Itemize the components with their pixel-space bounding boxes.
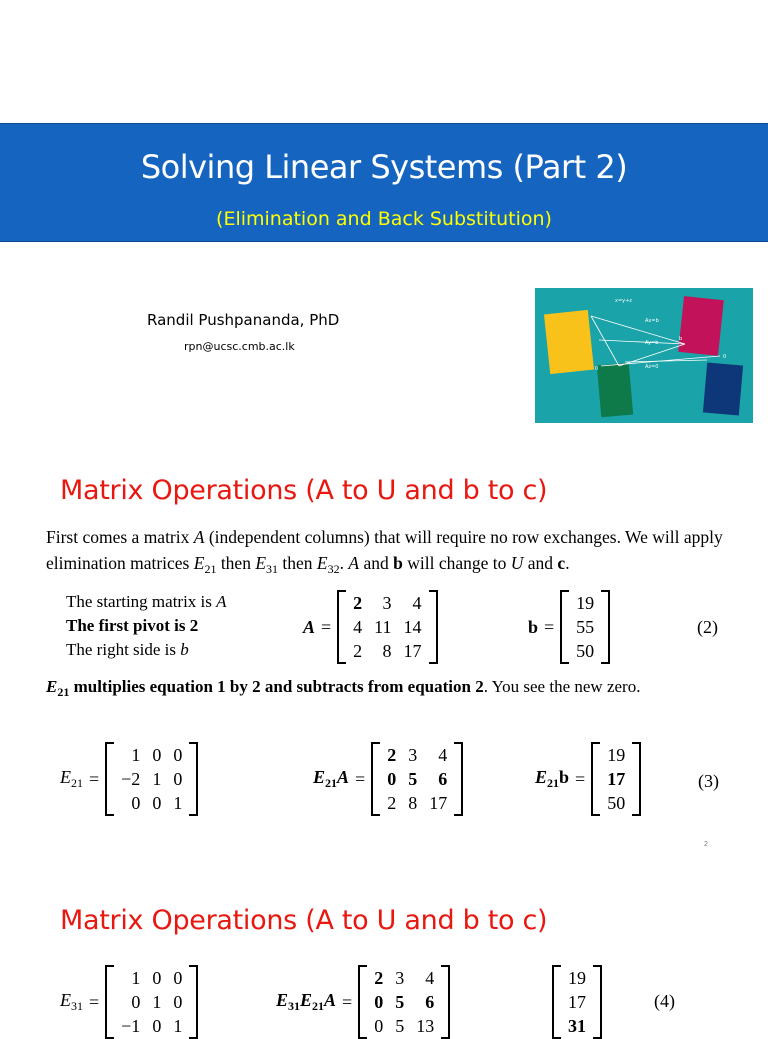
matrix-entry: 3 — [395, 967, 405, 988]
content-slide — [0, 455, 768, 855]
equals-sign: = — [342, 991, 353, 1012]
matrix-row — [115, 990, 188, 1014]
matrix-row — [115, 767, 188, 791]
matrix-entry: 0 — [152, 744, 162, 765]
column-space-block — [678, 296, 724, 356]
vector-c — [552, 965, 602, 1039]
figure-label: x=y+z — [615, 298, 632, 304]
matrix-entry: 0 — [131, 991, 141, 1012]
matrix-entry: 19 — [576, 592, 595, 613]
matrix-entry: 0 — [374, 991, 384, 1012]
matrix-row — [368, 990, 440, 1014]
matrix-entry: 0 — [152, 792, 162, 813]
cover-figure — [535, 288, 753, 423]
matrix-label: $E_{31}$ — [60, 990, 83, 1013]
figure-label: 0 — [723, 354, 727, 360]
author-name: Randil Pushpananda, PhD — [147, 311, 340, 329]
title-slide — [0, 0, 768, 440]
matrix-entry: 55 — [576, 616, 595, 637]
matrix-entry: 1 — [173, 1015, 183, 1036]
matrix-row — [601, 767, 631, 791]
figure-label: Ay=b — [645, 340, 659, 346]
matrix-entry: 6 — [425, 991, 435, 1012]
matrix-entry: 0 — [173, 991, 183, 1012]
matrix-entry: 4 — [412, 592, 422, 613]
matrix-entry: 50 — [576, 640, 595, 661]
equals-sign: = — [544, 616, 555, 637]
matrix-entry: 3 — [382, 592, 392, 613]
matrix-entry: 5 — [395, 991, 405, 1012]
matrix-entry: 17 — [568, 991, 586, 1012]
matrix-entry: 3 — [408, 744, 418, 765]
matrix-row — [381, 767, 453, 791]
matrix-entry: 8 — [382, 640, 392, 661]
equals-sign: = — [321, 616, 332, 637]
subspaces-illustration — [535, 288, 753, 423]
matrix-entry: 0 — [152, 967, 162, 988]
matrix-entry: 2 — [387, 744, 397, 765]
matrix-row — [347, 639, 427, 663]
matrix-A — [337, 590, 437, 664]
left-null-space-block — [703, 363, 743, 416]
page-number: 2 — [704, 841, 708, 848]
setup-line: The starting matrix is A — [66, 592, 227, 611]
matrix-row — [562, 966, 592, 990]
slide-subtitle: (Elimination and Back Substitution) — [216, 208, 552, 230]
matrix-row — [601, 743, 631, 767]
matrix-E21A — [371, 742, 463, 816]
slide-title: Solving Linear Systems (Part 2) — [140, 148, 628, 186]
slide-heading: Matrix Operations (A to U and b to c) — [60, 905, 548, 936]
equation-4-product — [276, 965, 450, 1039]
equals-sign: = — [355, 768, 366, 789]
matrix-entry: 1 — [131, 967, 141, 988]
matrix-entry: 1 — [173, 792, 183, 813]
elimination-note: $E_{21}$ multiplies equation 1 by 2 and subtracts from equation 2. You see the new zero. — [46, 677, 641, 699]
matrix-entry: 0 — [152, 1015, 162, 1036]
matrix-row — [368, 966, 440, 990]
matrix-entry: 2 — [353, 640, 363, 661]
equals-sign: = — [89, 768, 100, 789]
matrix-E31E21A — [358, 965, 450, 1039]
null-space-block — [597, 363, 633, 418]
matrix-row — [115, 791, 188, 815]
matrix-row — [601, 791, 631, 815]
matrix-entry: 1 — [131, 744, 141, 765]
matrix-entry: 11 — [374, 616, 392, 637]
matrix-entry: 13 — [416, 1015, 435, 1036]
equals-sign: = — [575, 768, 586, 789]
matrix-entry: 6 — [438, 768, 448, 789]
equation-number: (3) — [698, 771, 719, 791]
matrix-row — [115, 1014, 188, 1038]
matrix-label: A — [303, 616, 316, 637]
equation-2-A — [303, 590, 438, 664]
matrix-entry: 17 — [429, 792, 448, 813]
matrix-entry: 2 — [374, 967, 384, 988]
title-band — [0, 123, 768, 242]
matrix-entry: 19 — [568, 967, 586, 988]
author-email: rpn@ucsc.cmb.ac.lk — [184, 340, 295, 353]
matrix-entry: 0 — [173, 768, 183, 789]
matrix-row — [562, 1014, 592, 1038]
equation-4-E31 — [60, 965, 198, 1039]
content-slide — [0, 885, 768, 1036]
matrix-entry: −2 — [121, 768, 141, 789]
matrix-row — [368, 1014, 440, 1038]
setup-line: The right side is b — [66, 640, 189, 659]
matrix-row — [115, 743, 188, 767]
matrix-entry: 19 — [607, 744, 626, 765]
matrix-entry: 2 — [387, 792, 397, 813]
matrix-entry: 0 — [387, 768, 397, 789]
vector-E21b — [591, 742, 641, 816]
matrix-row — [570, 639, 600, 663]
matrix-E31 — [105, 965, 198, 1039]
row-space-block — [544, 310, 594, 374]
matrix-label: $E_{31}E_{21}A$ — [276, 990, 337, 1013]
setup-lines — [66, 590, 227, 662]
matrix-row — [570, 591, 600, 615]
matrix-row — [381, 743, 453, 767]
matrix-label: $E_{21}$ — [60, 767, 83, 790]
matrix-row — [347, 591, 427, 615]
equation-3-E21 — [60, 742, 198, 816]
vector-b — [560, 590, 610, 664]
figure-label: b — [679, 336, 683, 342]
vector-label: b — [528, 616, 539, 637]
matrix-entry: 4 — [425, 967, 435, 988]
equation-2-b — [528, 590, 610, 664]
vector-label: $E_{21}b$ — [535, 767, 570, 790]
matrix-entry: 0 — [173, 967, 183, 988]
equation-number: (2) — [697, 617, 718, 637]
equals-sign: = — [89, 991, 100, 1012]
matrix-entry: 31 — [568, 1015, 586, 1036]
matrix-entry: 2 — [353, 592, 363, 613]
equation-number: (4) — [654, 991, 675, 1011]
matrix-entry: 50 — [607, 792, 626, 813]
matrix-entry: 14 — [403, 616, 422, 637]
matrix-E21 — [105, 742, 198, 816]
matrix-row — [562, 990, 592, 1014]
figure-label: Ax=b — [645, 318, 659, 324]
matrix-entry: 5 — [395, 1015, 405, 1036]
matrix-entry: 1 — [152, 768, 162, 789]
matrix-label: $E_{21}A$ — [313, 767, 350, 790]
matrix-entry: 17 — [403, 640, 422, 661]
figure-label: 0 — [595, 366, 599, 372]
figure-label: Az=0 — [645, 364, 659, 370]
matrix-entry: 0 — [131, 792, 141, 813]
intro-paragraph: First comes a matrix A (independent columns) that will require no row exchanges. We will apply elimination matrices $E_{21}$ then $E_{31}$ then $E_{32}$. A and b will change to U and c. — [46, 527, 723, 576]
matrix-entry: 0 — [374, 1015, 384, 1036]
matrix-entry: −1 — [121, 1015, 141, 1036]
matrix-entry: 5 — [408, 768, 418, 789]
matrix-entry: 17 — [607, 768, 626, 789]
slide-heading: Matrix Operations (A to U and b to c) — [60, 475, 548, 506]
matrix-entry: 8 — [408, 792, 418, 813]
equation-3-E21b — [535, 742, 641, 816]
equation-4-vector — [552, 965, 602, 1039]
matrix-row — [570, 615, 600, 639]
equation-3-E21A — [313, 742, 463, 816]
setup-line: The first pivot is 2 — [66, 616, 199, 635]
matrix-entry: 4 — [353, 616, 363, 637]
matrix-entry: 4 — [438, 744, 448, 765]
matrix-entry: 0 — [173, 744, 183, 765]
matrix-entry: 1 — [152, 991, 162, 1012]
matrix-row — [381, 791, 453, 815]
matrix-row — [115, 966, 188, 990]
matrix-row — [347, 615, 427, 639]
